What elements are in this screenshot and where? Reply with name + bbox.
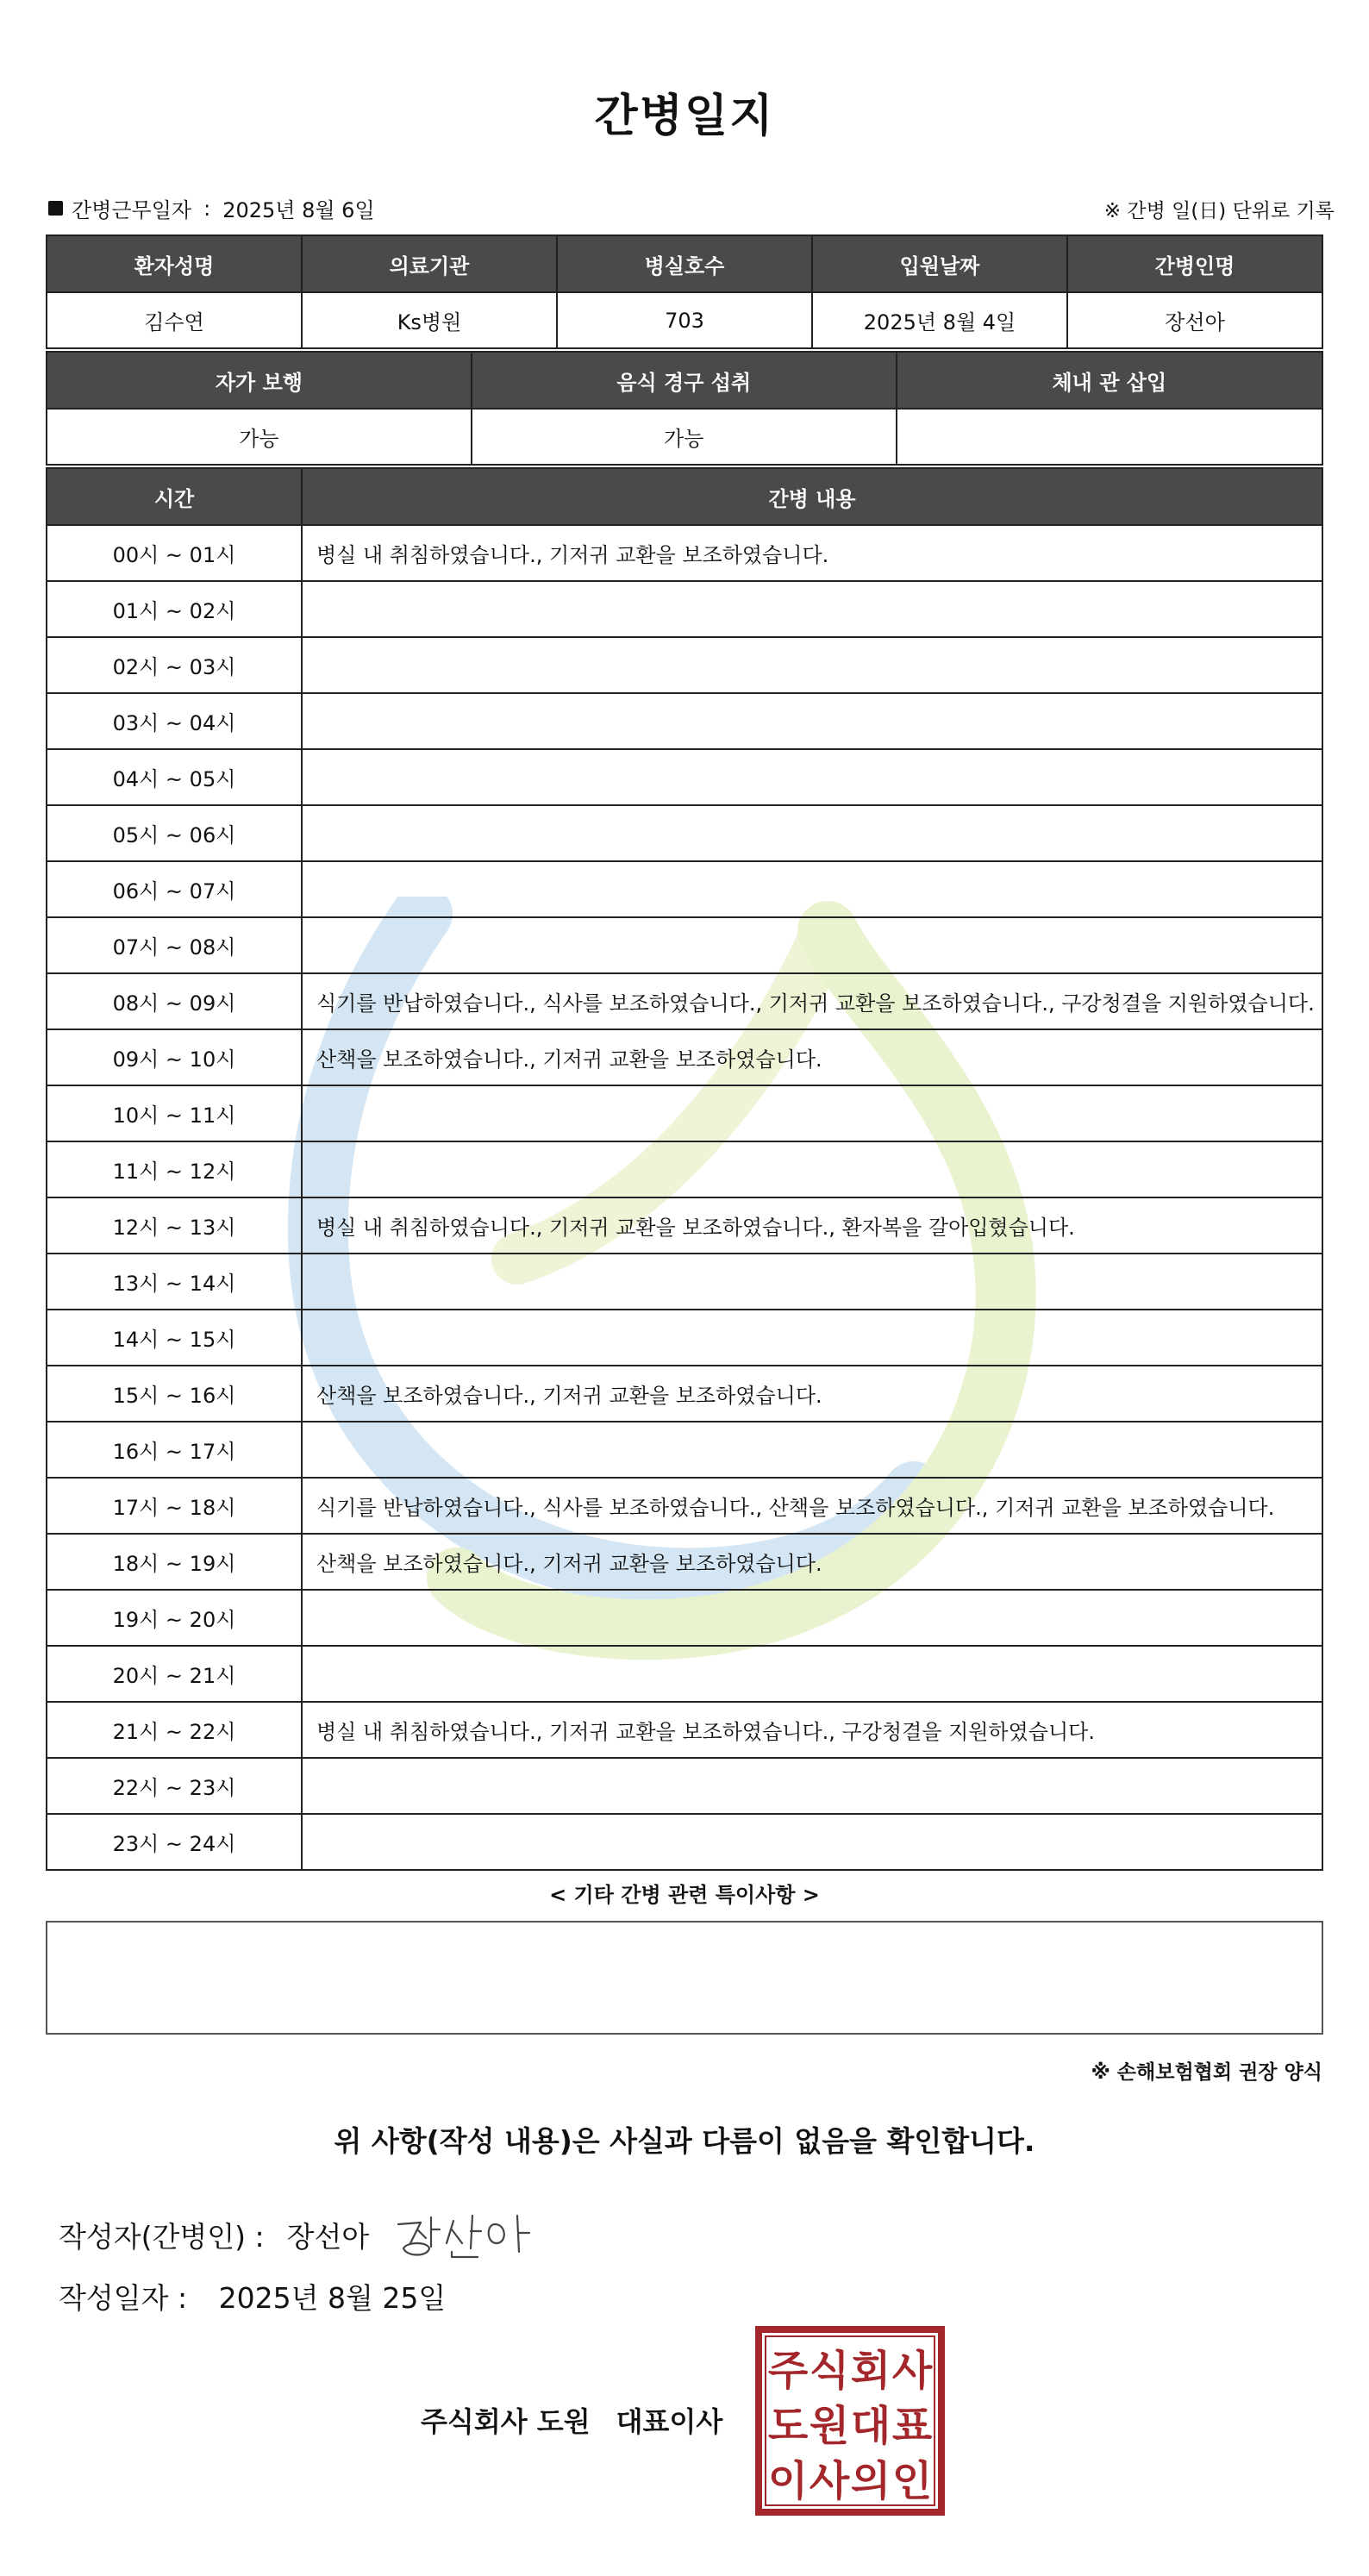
content-cell[interactable]: 산책을 보조하였습니다., 기저귀 교환을 보조하였습니다. xyxy=(302,1534,1322,1590)
table-row xyxy=(47,1814,1322,1870)
content-cell[interactable]: 병실 내 취침하였습니다., 기저귀 교환을 보조하였습니다., 환자복을 갈아입혔습니다. xyxy=(302,1197,1322,1254)
written-date-row xyxy=(59,2276,446,2317)
table-row xyxy=(47,1478,1322,1534)
table-row xyxy=(47,525,1322,581)
care-log-header-row xyxy=(47,468,1322,525)
content-cell[interactable] xyxy=(302,1141,1322,1197)
seal-character: 주 xyxy=(767,2347,809,2395)
time-cell: 12시 ~ 13시 xyxy=(47,1197,302,1254)
table-row xyxy=(47,1141,1322,1197)
content-cell[interactable]: 식기를 반납하였습니다., 식사를 보조하였습니다., 산책을 보조하였습니다., 기저귀 교환을 보조하였습니다. xyxy=(302,1478,1322,1534)
content-cell[interactable] xyxy=(302,581,1322,637)
writer-label: 작성자(간병인) : xyxy=(59,2219,265,2254)
oral-intake-cell[interactable]: 가능 xyxy=(472,409,897,465)
table-row xyxy=(47,1366,1322,1422)
table-row xyxy=(47,1590,1322,1646)
company-name: 주식회사 도원 xyxy=(421,2405,591,2438)
content-cell[interactable] xyxy=(302,693,1322,749)
content-cell[interactable] xyxy=(302,1310,1322,1366)
time-cell: 21시 ~ 22시 xyxy=(47,1702,302,1758)
table-row xyxy=(47,1422,1322,1478)
writer-name: 장선아 xyxy=(286,2219,370,2254)
table-row xyxy=(47,861,1322,917)
room-number-cell[interactable]: 703 xyxy=(557,292,812,348)
table-row xyxy=(47,637,1322,693)
self-walking-cell[interactable]: 가능 xyxy=(47,409,472,465)
company-signoff xyxy=(421,2400,722,2440)
confirmation-statement: 위 사항(작성 내용)은 사실과 다름이 없음을 확인합니다. xyxy=(334,2124,1035,2158)
seal-character: 인 xyxy=(891,2457,933,2505)
care-log-table xyxy=(46,467,1323,1871)
work-date-separator: : xyxy=(203,196,211,221)
patient-info-table xyxy=(46,234,1323,349)
company-title: 대표이사 xyxy=(616,2405,723,2438)
time-cell: 07시 ~ 08시 xyxy=(47,917,302,973)
header-self-walking: 자가 보행 xyxy=(47,352,472,409)
content-cell[interactable] xyxy=(302,861,1322,917)
seal-character: 이 xyxy=(767,2457,809,2505)
table-row xyxy=(47,1197,1322,1254)
header-hospital: 의료기관 xyxy=(302,235,557,292)
content-cell[interactable]: 산책을 보조하였습니다., 기저귀 교환을 보조하였습니다. xyxy=(302,1366,1322,1422)
seal-character: 회 xyxy=(850,2347,891,2395)
recommended-form-note: ※ 손해보험협회 권장 양식 xyxy=(1091,2061,1322,2084)
work-date-value: 2025년 8월 6일 xyxy=(222,198,375,222)
content-cell[interactable]: 산책을 보조하였습니다., 기저귀 교환을 보조하였습니다. xyxy=(302,1029,1322,1085)
handwritten-signature xyxy=(391,2209,547,2260)
seal-character: 대 xyxy=(850,2402,891,2450)
content-cell[interactable] xyxy=(302,1590,1322,1646)
table-row xyxy=(47,1029,1322,1085)
time-cell: 06시 ~ 07시 xyxy=(47,861,302,917)
header-oral-intake: 음식 경구 섭취 xyxy=(472,352,897,409)
content-cell[interactable] xyxy=(302,1814,1322,1870)
table-row xyxy=(47,1702,1322,1758)
time-cell: 08시 ~ 09시 xyxy=(47,973,302,1029)
content-cell[interactable]: 병실 내 취침하였습니다., 기저귀 교환을 보조하였습니다. xyxy=(302,525,1322,581)
table-row xyxy=(47,693,1322,749)
time-cell: 17시 ~ 18시 xyxy=(47,1478,302,1534)
table-row xyxy=(47,1646,1322,1702)
time-cell: 18시 ~ 19시 xyxy=(47,1534,302,1590)
seal-character: 표 xyxy=(891,2402,933,2450)
written-date-value: 2025년 8월 25일 xyxy=(218,2281,447,2315)
time-cell: 23시 ~ 24시 xyxy=(47,1814,302,1870)
time-cell: 15시 ~ 16시 xyxy=(47,1366,302,1422)
page-title: 간병일지 xyxy=(594,91,775,142)
header-tube-insertion: 체내 관 삽입 xyxy=(897,352,1322,409)
content-cell[interactable]: 병실 내 취침하였습니다., 기저귀 교환을 보조하였습니다., 구강청결을 지원하였습니다. xyxy=(302,1702,1322,1758)
content-cell[interactable] xyxy=(302,805,1322,861)
table-row xyxy=(47,1254,1322,1310)
company-seal-stamp xyxy=(753,2324,947,2517)
written-date-label: 작성일자 : xyxy=(59,2281,188,2315)
table-row xyxy=(47,805,1322,861)
content-cell[interactable] xyxy=(302,917,1322,973)
status-value-row xyxy=(47,409,1322,465)
time-cell: 16시 ~ 17시 xyxy=(47,1422,302,1478)
bullet-square-icon xyxy=(48,201,63,216)
seal-character: 사 xyxy=(891,2347,933,2395)
seal-character: 의 xyxy=(850,2457,891,2505)
special-notes-box[interactable] xyxy=(46,1921,1323,2035)
content-cell[interactable] xyxy=(302,1758,1322,1814)
time-cell: 05시 ~ 06시 xyxy=(47,805,302,861)
patient-status-table xyxy=(46,351,1323,466)
table-row xyxy=(47,973,1322,1029)
table-row xyxy=(47,1534,1322,1590)
time-cell: 22시 ~ 23시 xyxy=(47,1758,302,1814)
status-header-row xyxy=(47,352,1322,409)
tube-insertion-cell[interactable] xyxy=(897,409,1322,465)
hospital-cell[interactable]: Ks병원 xyxy=(302,292,557,348)
header-patient-name: 환자성명 xyxy=(47,235,302,292)
content-cell[interactable] xyxy=(302,1085,1322,1141)
content-cell[interactable] xyxy=(302,1646,1322,1702)
header-admission-date: 입원날짜 xyxy=(812,235,1067,292)
patient-name-cell[interactable]: 김수연 xyxy=(47,292,302,348)
time-cell: 10시 ~ 11시 xyxy=(47,1085,302,1141)
table-row xyxy=(47,1085,1322,1141)
record-unit-note: ※ 간병 일(日) 단위로 기록 xyxy=(1103,200,1335,222)
content-cell[interactable] xyxy=(302,1422,1322,1478)
time-cell: 09시 ~ 10시 xyxy=(47,1029,302,1085)
content-cell[interactable] xyxy=(302,637,1322,693)
table-row xyxy=(47,581,1322,637)
seal-character: 원 xyxy=(809,2402,850,2450)
time-cell: 11시 ~ 12시 xyxy=(47,1141,302,1197)
content-cell[interactable]: 식기를 반납하였습니다., 식사를 보조하였습니다., 기저귀 교환을 보조하였습니다., 구강청결을 지원하였습니다. xyxy=(302,973,1322,1029)
table-row xyxy=(47,749,1322,805)
admission-date-cell[interactable]: 2025년 8월 4일 xyxy=(812,292,1067,348)
time-cell: 00시 ~ 01시 xyxy=(47,525,302,581)
header-room-number: 병실호수 xyxy=(557,235,812,292)
table-row xyxy=(47,1758,1322,1814)
writer-row xyxy=(59,2209,547,2260)
header-time: 시간 xyxy=(47,468,302,525)
time-cell: 01시 ~ 02시 xyxy=(47,581,302,637)
time-cell: 03시 ~ 04시 xyxy=(47,693,302,749)
seal-character: 도 xyxy=(767,2402,809,2450)
seal-character: 사 xyxy=(809,2457,850,2505)
time-cell: 14시 ~ 15시 xyxy=(47,1310,302,1366)
patient-info-header-row xyxy=(47,235,1322,292)
content-cell[interactable] xyxy=(302,749,1322,805)
table-row xyxy=(47,1310,1322,1366)
seal-character: 식 xyxy=(809,2347,850,2395)
work-date-label: 간병근무일자 xyxy=(72,198,192,222)
time-cell: 13시 ~ 14시 xyxy=(47,1254,302,1310)
patient-info-value-row xyxy=(47,292,1322,348)
time-cell: 02시 ~ 03시 xyxy=(47,637,302,693)
content-cell[interactable] xyxy=(302,1254,1322,1310)
special-notes-title: < 기타 간병 관련 특이사항 > xyxy=(549,1883,820,1907)
time-cell: 19시 ~ 20시 xyxy=(47,1590,302,1646)
table-row xyxy=(47,917,1322,973)
work-date-row xyxy=(48,193,375,223)
time-cell: 04시 ~ 05시 xyxy=(47,749,302,805)
time-cell: 20시 ~ 21시 xyxy=(47,1646,302,1702)
caregiver-name-cell[interactable]: 장선아 xyxy=(1067,292,1322,348)
header-caregiver-name: 간병인명 xyxy=(1067,235,1322,292)
header-care-content: 간병 내용 xyxy=(302,468,1322,525)
